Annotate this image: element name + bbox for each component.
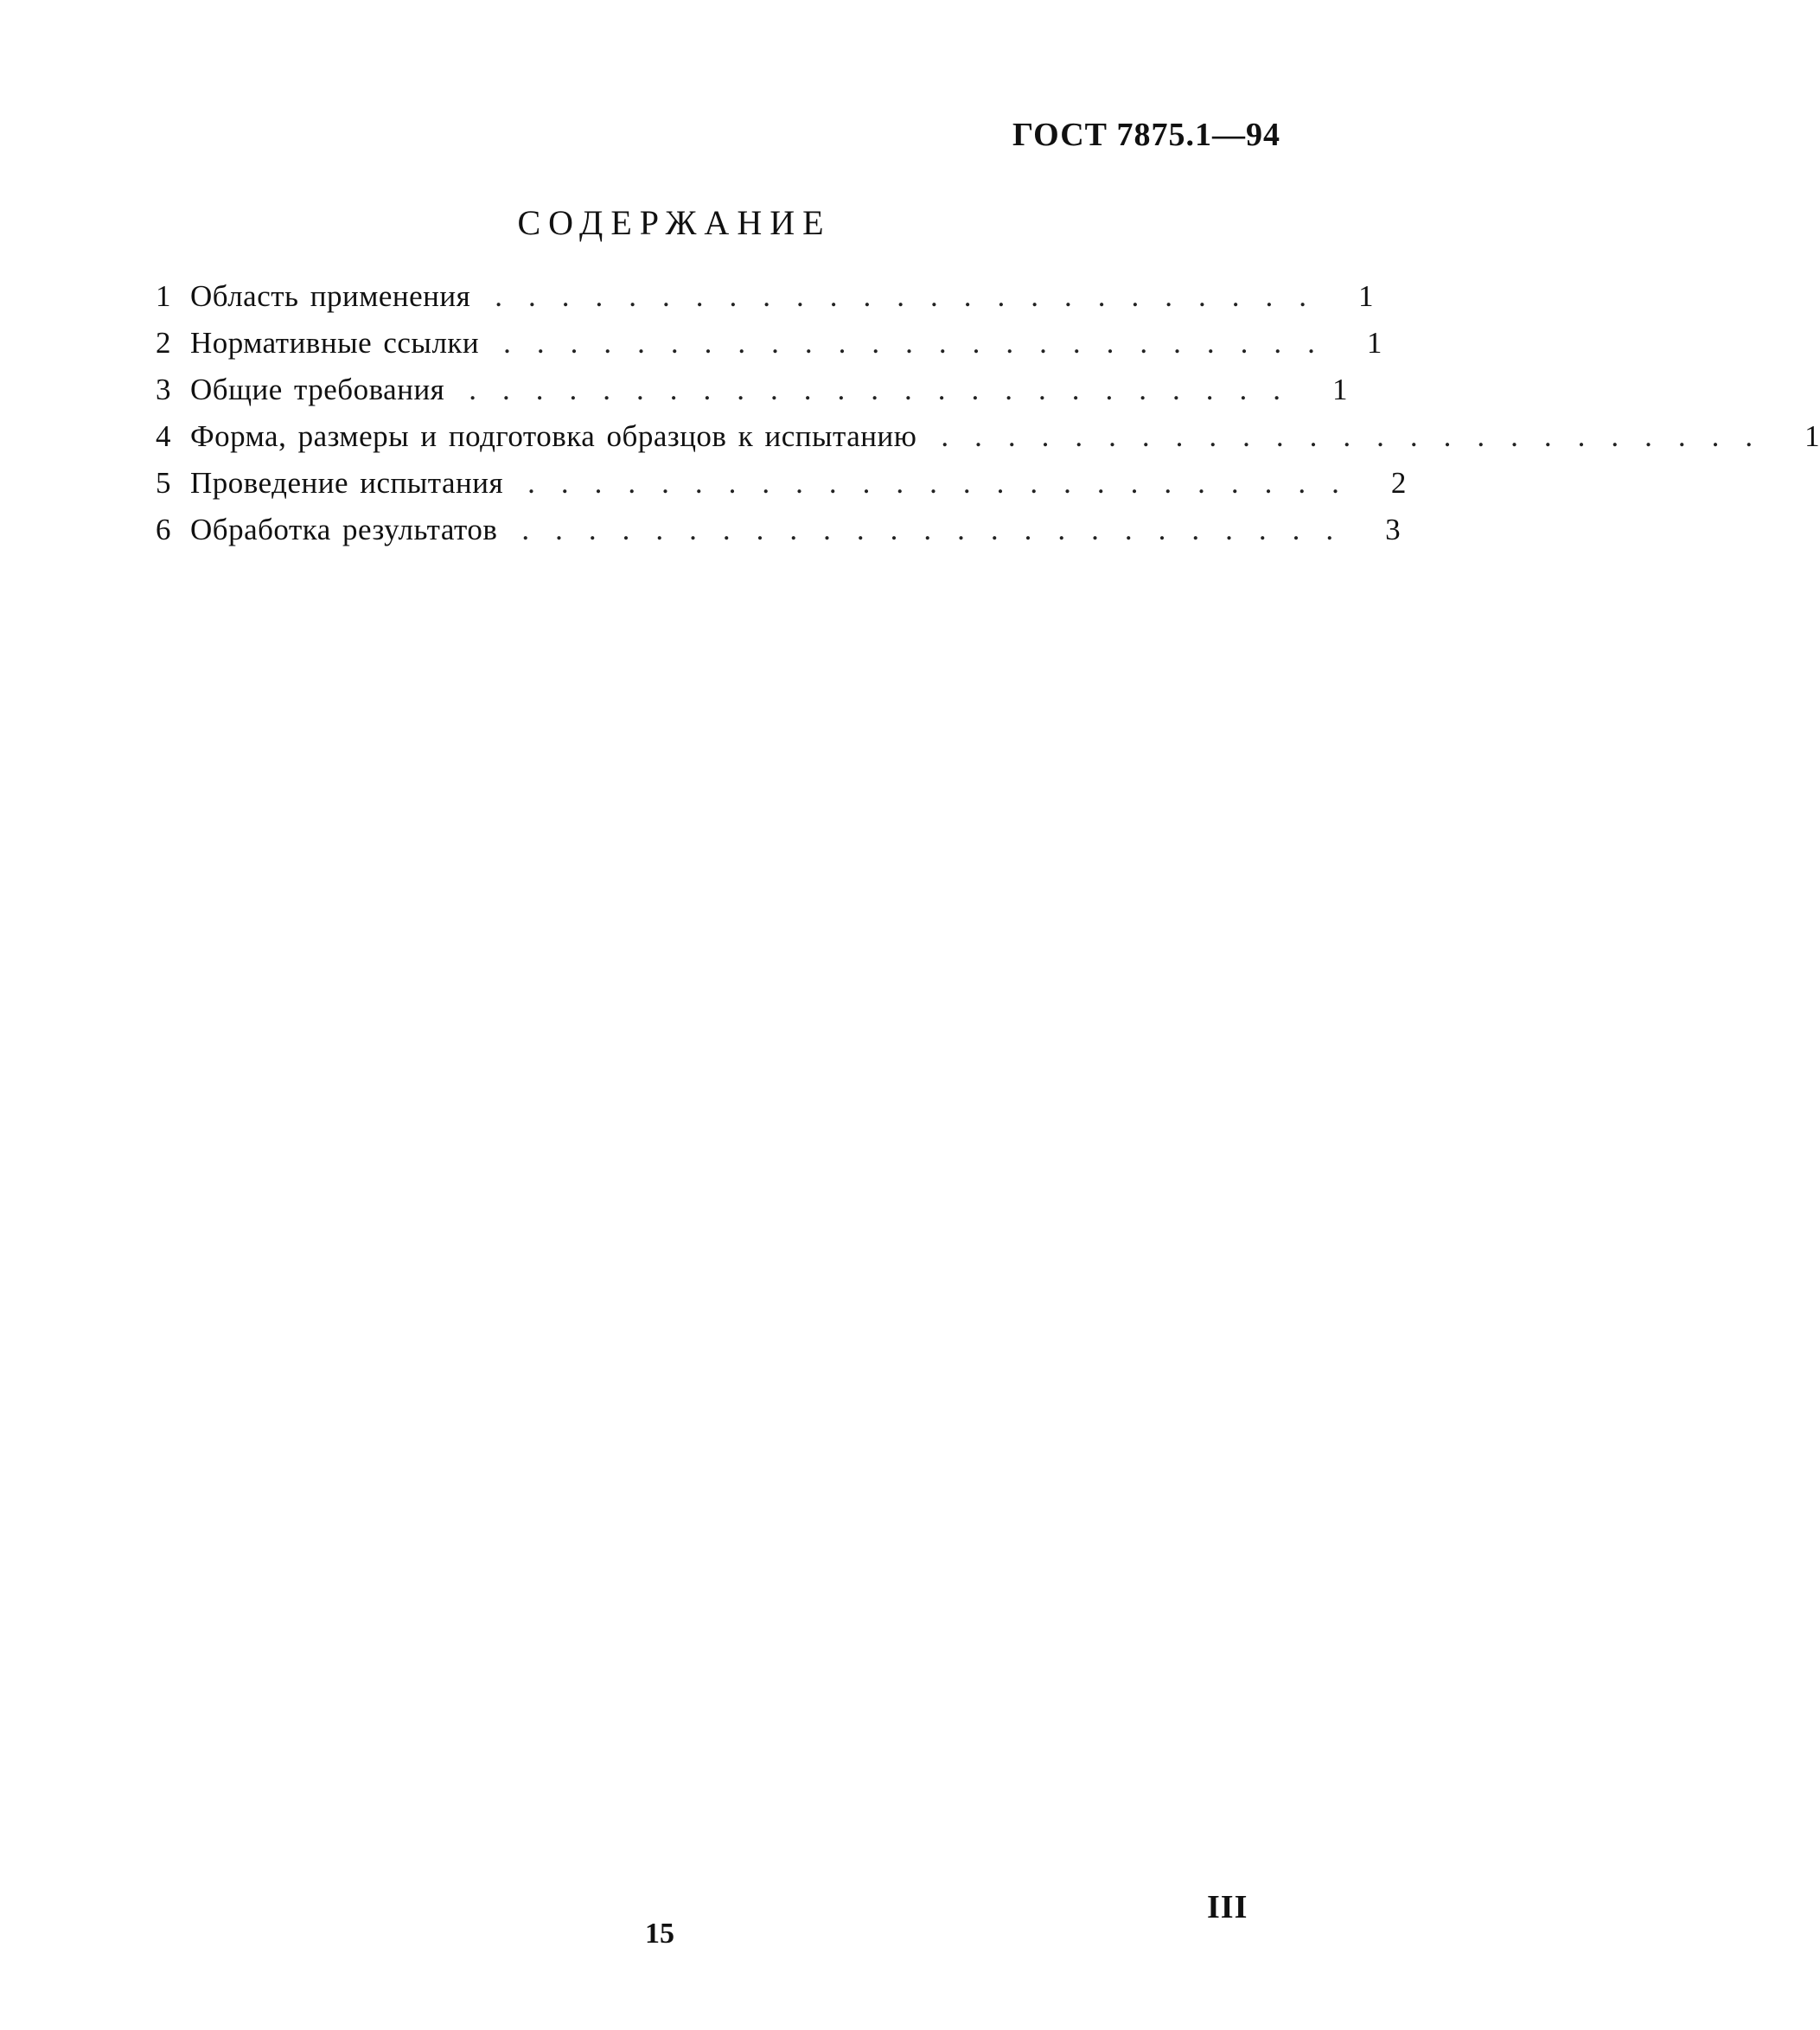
toc-entry bbox=[156, 513, 1402, 559]
toc-entry-label: Нормативные ссылки bbox=[190, 326, 480, 360]
toc-entry-label: Форма, размеры и подготовка образцов к испытанию bbox=[190, 419, 917, 453]
dot-leader: ......................... bbox=[469, 373, 1307, 406]
toc-entry bbox=[156, 373, 1349, 419]
dot-leader: ......................... bbox=[495, 279, 1332, 313]
toc-entry-page: 1 bbox=[1366, 326, 1383, 360]
table-of-contents bbox=[156, 279, 1820, 559]
toc-entry-page: 1 bbox=[1357, 279, 1374, 313]
standard-code: ГОСТ 7875.1—94 bbox=[1012, 117, 1280, 153]
roman-page-number: III bbox=[1207, 1889, 1248, 1925]
dot-leader: ......................... bbox=[521, 513, 1360, 546]
toc-entry-label: Проведение испытания bbox=[190, 466, 504, 500]
toc-entry-number: 1 bbox=[156, 279, 171, 313]
toc-entry-number: 3 bbox=[156, 373, 171, 406]
toc-entry-number: 6 bbox=[156, 513, 171, 546]
dot-leader: ......................... bbox=[503, 326, 1341, 360]
toc-entry-label: Область применения bbox=[190, 279, 471, 313]
toc-entry-page: 1 bbox=[1332, 373, 1349, 406]
dot-leader: ......................... bbox=[527, 466, 1365, 500]
dot-leader: ......................... bbox=[941, 419, 1779, 453]
toc-entry bbox=[156, 279, 1374, 326]
toc-entry-number: 4 bbox=[156, 419, 171, 453]
toc-entry-page: 3 bbox=[1385, 513, 1402, 546]
toc-title: СОДЕРЖАНИЕ bbox=[517, 203, 832, 242]
toc-entry bbox=[156, 466, 1407, 513]
toc-entry-label: Обработка результатов bbox=[190, 513, 498, 546]
toc-entry-number: 2 bbox=[156, 326, 171, 360]
toc-entry bbox=[156, 326, 1383, 373]
toc-entry-label: Общие требования bbox=[190, 373, 445, 406]
toc-entry-page: 2 bbox=[1390, 466, 1407, 500]
toc-entry-number: 5 bbox=[156, 466, 171, 500]
toc-entry-page: 1 bbox=[1804, 419, 1820, 453]
toc-entry bbox=[156, 419, 1820, 466]
page-number: 15 bbox=[645, 1918, 674, 1950]
